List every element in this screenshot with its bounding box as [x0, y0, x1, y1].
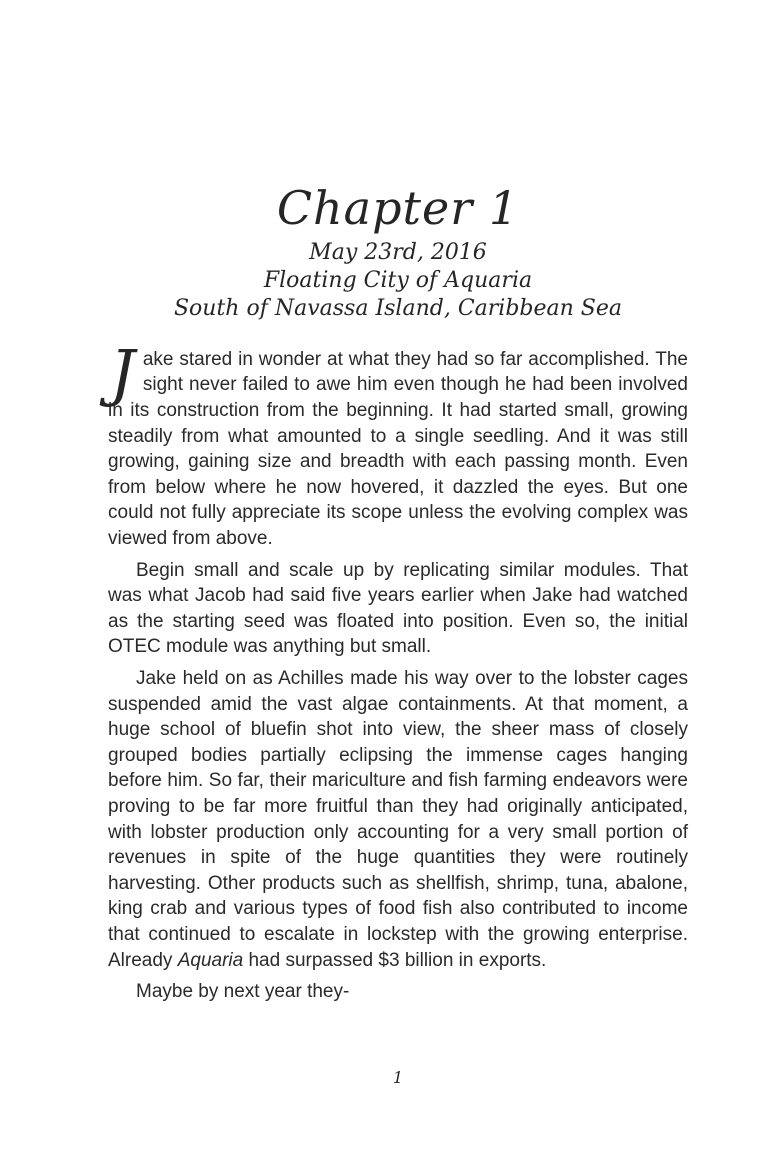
italic-text-segment: Aquaria [177, 949, 244, 971]
text-segment: Begin small and scale up by replicating similar modules. That was what Jacob had said five years earlier when Jake had watched as the starting seed was floated into position. Even so, the initial OTEC module was anything but small. [108, 559, 688, 658]
chapter-date: May 23rd, 2016 [309, 239, 487, 265]
chapter-location: Floating City of Aquaria [263, 267, 533, 293]
chapter-title: Chapter 1 [276, 181, 520, 235]
text-segment: Maybe by next year they- [136, 981, 350, 1003]
drop-cap: J [110, 335, 135, 409]
text-segment: had surpassed $3 billion in exports. [243, 949, 547, 971]
chapter-location-detail: South of Navassa Island, Caribbean Sea [173, 295, 622, 321]
text-segment: Jake held on as Achilles made his way over to the lobster cages suspended amid the vast algae containments. At that moment, a huge school of bluefin shot into view, the sheer mass of closely grouped bodies partially eclipsing the immense cages hanging before him. So far, their mariculture and fish farming endeavors were proving to be far more fruitful than they had originally anticipated, with lobster production only accounting for a very small portion of revenues in spite of the huge quantities they were routinely harvesting. Other products such as shellfish, shrimp, tuna, abalone, king crab and various types of food fish also contributed to income that continued to escalate in lockstep with the growing enterprise. Already [108, 668, 688, 971]
body-paragraph [108, 558, 688, 660]
body-text [108, 335, 688, 1005]
chapter-subtitle-block [108, 239, 688, 323]
body-paragraph [108, 335, 688, 552]
text-segment: ake stared in wonder at what they had so far accomplished. The sight never failed to awe him even though he had been involved in its construction from the beginning. It had started small, growing steadily from what amounted to a single seedling. And it was still growing, gaining size and breadth with each passing month. Even from below where he now hovered, it dazzled the eyes. But one could not fully appreciate its scope unless the evolving complex was viewed from above. [108, 348, 688, 550]
page-number: 1 [392, 1068, 404, 1087]
body-paragraph [108, 979, 688, 1005]
body-paragraph [108, 666, 688, 973]
text-column [108, 0, 688, 1011]
